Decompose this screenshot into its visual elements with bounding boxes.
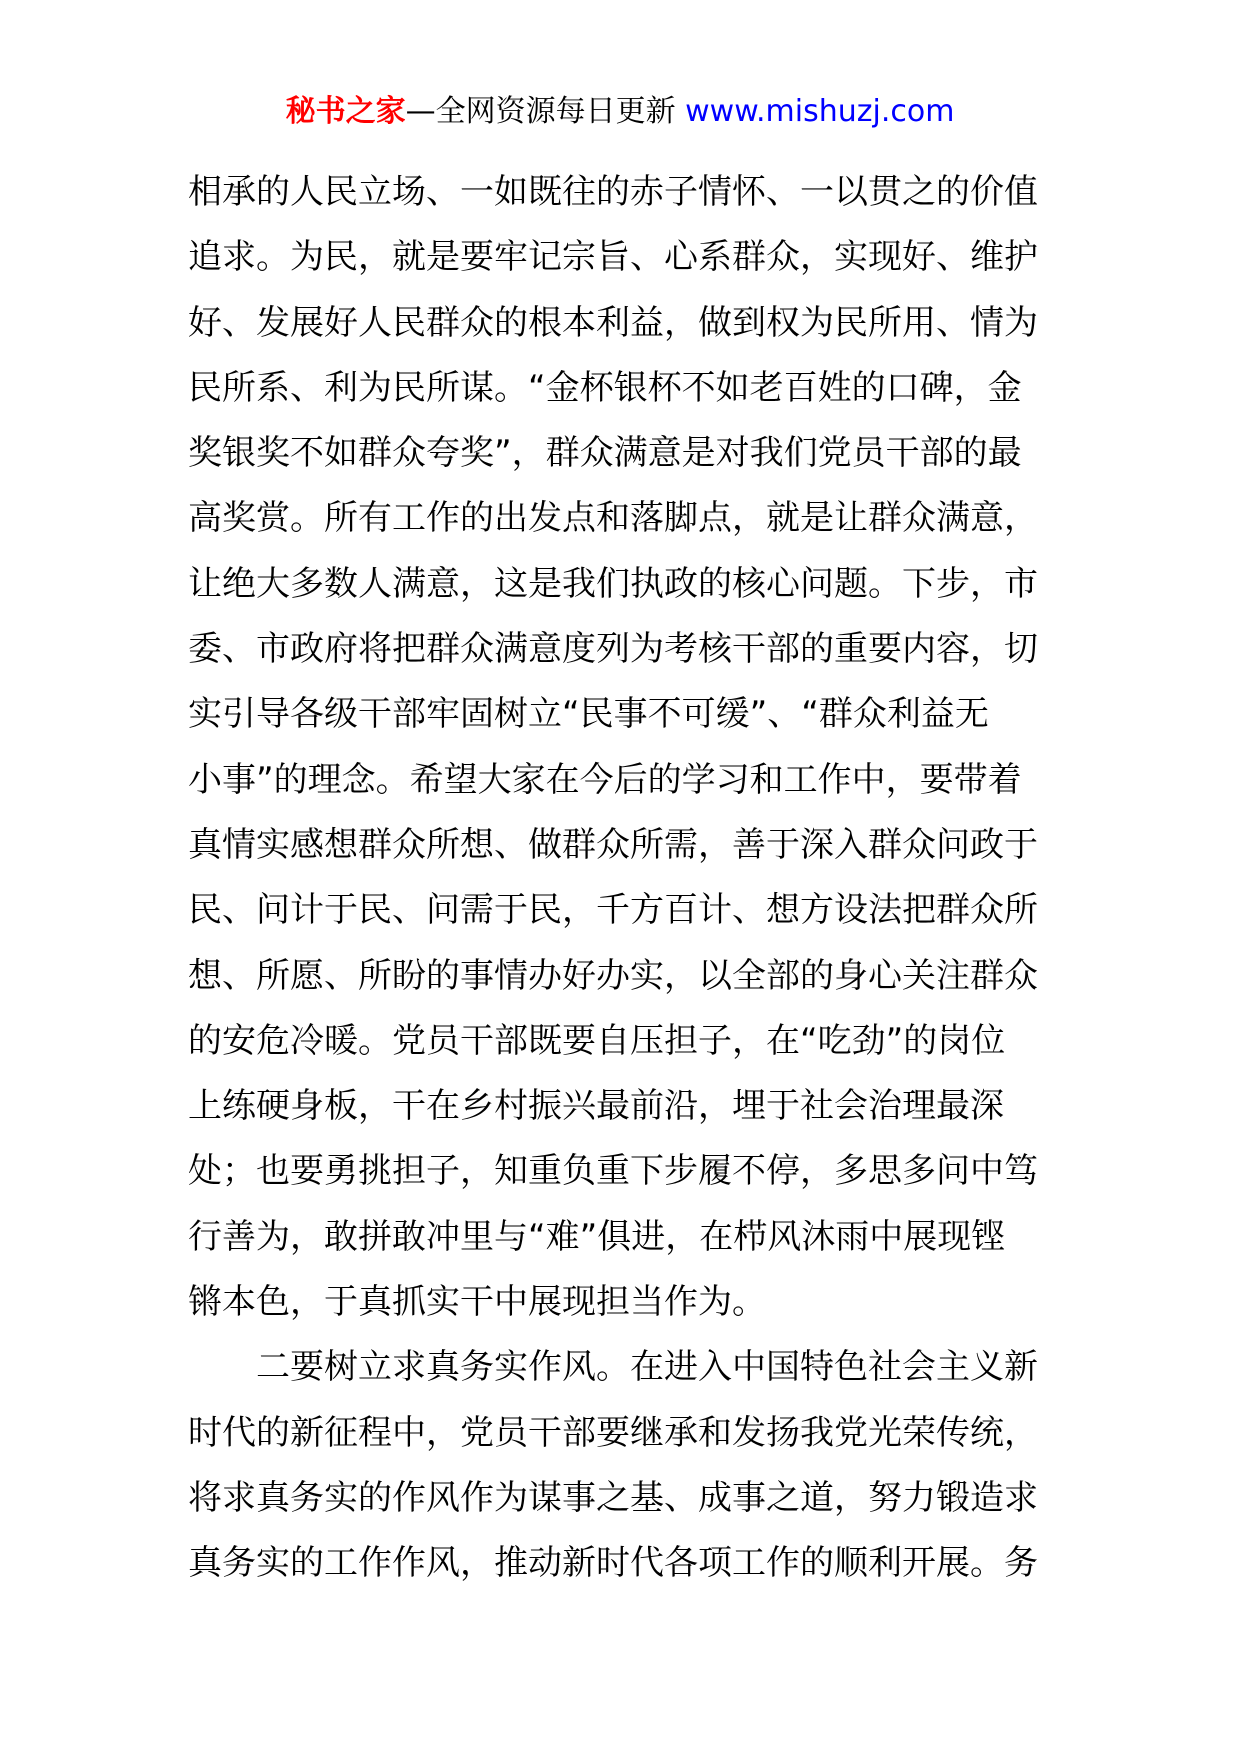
text-line: 锵本色，于真抓实干中展现担当作为。 xyxy=(188,1282,766,1323)
text-line: 上练硬身板，干在乡村振兴最前沿，埋于社会治理最深 xyxy=(188,1086,1004,1127)
site-url-link[interactable]: www.mishuzj.com xyxy=(685,94,955,129)
page-header xyxy=(0,92,1240,132)
text-line: 奖银奖不如群众夸奖”，群众满意是对我们党员干部的最 xyxy=(188,433,1022,474)
brand-name: 秘书之家 xyxy=(285,94,406,129)
text-line: 想、所愿、所盼的事情办好办实，以全部的身心关注群众 xyxy=(188,955,1038,996)
text-line: 的安危冷暖。党员干部既要自压担子，在“吃劲”的岗位 xyxy=(188,1020,1006,1061)
text-line: 好、发展好人民群众的根本利益，做到权为民所用、情为 xyxy=(188,302,1038,343)
text-line: 委、市政府将把群众满意度列为考核干部的重要内容，切 xyxy=(188,629,1038,670)
text-line: 真务实的工作作风，推动新时代各项工作的顺利开展。务 xyxy=(188,1543,1038,1584)
text-line: 让绝大多数人满意，这是我们执政的核心问题。下步，市 xyxy=(188,563,1038,604)
document-body xyxy=(188,160,1058,1597)
text-line: 相承的人民立场、一如既往的赤子情怀、一以贯之的价值 xyxy=(188,172,1038,212)
text-line: 时代的新征程中，党员干部要继承和发扬我党光荣传统， xyxy=(188,1412,1038,1453)
text-line: 行善为，敢拼敢冲里与“难”俱进，在栉风沐雨中展现铿 xyxy=(188,1216,1006,1257)
text-line: 民所系、利为民所谋。“金杯银杯不如老百姓的口碑，金 xyxy=(188,367,1022,408)
text-line: 高奖赏。所有工作的出发点和落脚点，就是让群众满意， xyxy=(188,498,1038,539)
text-line: 处；也要勇挑担子，知重负重下步履不停，多思多问中笃 xyxy=(188,1151,1038,1192)
text-line: 小事”的理念。希望大家在今后的学习和工作中，要带着 xyxy=(188,759,1022,800)
text-line: 将求真务实的作风作为谋事之基、成事之道，努力锻造求 xyxy=(188,1477,1038,1518)
text-line: 追求。为民，就是要牢记宗旨、心系群众，实现好、维护 xyxy=(188,237,1038,278)
paragraph-first-line: 二要树立求真务实作风。在进入中国特色社会主义新 xyxy=(256,1347,1038,1388)
text-line: 实引导各级干部牢固树立“民事不可缓”、“群众利益无 xyxy=(188,694,989,735)
header-tagline: —全网资源每日更新 xyxy=(405,94,676,129)
text-line: 民、问计于民、问需于民，千方百计、想方设法把群众所 xyxy=(188,890,1038,931)
text-line: 真情实感想群众所想、做群众所需，善于深入群众问政于 xyxy=(188,824,1038,865)
